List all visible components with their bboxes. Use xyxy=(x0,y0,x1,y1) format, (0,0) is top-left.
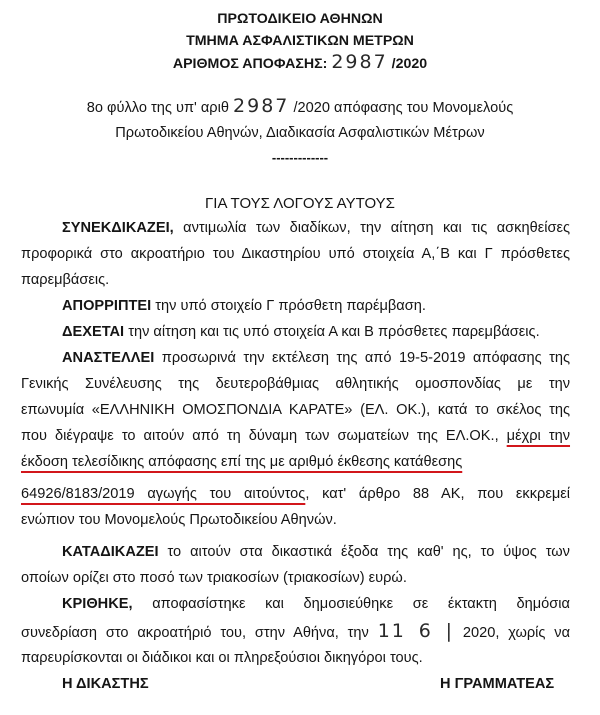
separator: ------------- xyxy=(271,150,329,165)
underlined-text: 64926/8183/2019 αγωγής του αιτούντος xyxy=(21,486,306,502)
p6-line2 xyxy=(21,621,570,643)
p4-line6 xyxy=(21,484,570,504)
decision-label: ΑΡΙΘΜΟΣ ΑΠΟΦΑΣΗΣ: xyxy=(172,56,328,72)
p6-line3: παρευρίσκονται οι διάδικοι και οι πληρεξούσιοι δικηγόροι τους. xyxy=(21,650,423,666)
underlined-text: έκδοση τελεσίδικης απόφασης επί της με αριθμό έκθεσης κατάθεσης xyxy=(21,454,463,470)
p4-line2: Γενικής Συνέλευσης της δευτεροβάθμιας αθλητικής ομοσπονδίας με την xyxy=(21,376,570,392)
p5-text: το αιτούν στα δικαστικά έξοδα της καθ' ης, το ύψος των xyxy=(167,544,570,560)
p2-text: την υπό στοιχείο Γ πρόσθετη παρέμβαση. xyxy=(155,298,426,314)
p5-line1 xyxy=(62,542,570,562)
p4-line4-text: που διέγραψε το αιτούν από τη δύναμη των σωματείων της ΕΛ.ΟΚ., xyxy=(21,428,499,444)
p1-line3: παρεμβάσεις. xyxy=(21,272,110,288)
p4-line4 xyxy=(21,426,570,446)
p4-line5 xyxy=(21,452,462,472)
p4-line6-text: , κατ' άρθρο 88 ΑΚ, που εκκρεμεί xyxy=(305,486,570,502)
keyword-katadikazei: ΚΑΤΑΔΙΚΑΖΕΙ xyxy=(62,544,159,560)
decision-number-line xyxy=(0,52,600,74)
section-title: ΓΙΑ ΤΟΥΣ ΛΟΓΟΥΣ ΑΥΤΟΥΣ xyxy=(205,195,395,212)
p5-line2: οποίων ορίζει στο ποσό των τριακοσίων (τριακοσίων) ευρώ. xyxy=(21,570,407,586)
procedure-line: Πρωτοδικείου Αθηνών, Διαδικασία Ασφαλιστικών Μέτρων xyxy=(115,125,485,141)
sheet-prefix: 8ο φύλλο της υπ' αριθ xyxy=(86,100,229,116)
p4-text: προσωρινά την εκτέλεση της από 19-5-2019 απόφασης της xyxy=(161,350,570,366)
sheet-number-handwritten: 2987 xyxy=(233,95,290,117)
p6-line1 xyxy=(62,594,570,614)
p2-line xyxy=(62,296,426,316)
sheet-reference xyxy=(0,96,600,118)
underlined-text: μέχρι την xyxy=(506,428,571,444)
judge-signature-label: Η ΔΙΚΑΣΤΗΣ xyxy=(62,676,149,692)
decision-year: /2020 xyxy=(391,56,428,72)
p1-line2: προφορικά στο ακροατήριο του Δικαστηρίου υπό στοιχεία Α,΄Β και Γ πρόσθετες xyxy=(21,246,570,262)
keyword-krithike: ΚΡΙΘΗΚΕ, xyxy=(62,596,133,612)
p4-line1 xyxy=(62,348,570,368)
p6-line2-text: συνεδρίαση στο ακροατήριό του, στην Αθήνα, την xyxy=(21,625,369,641)
sheet-suffix: /2020 απόφασης του Μονομελούς xyxy=(293,100,514,116)
p3-line xyxy=(62,322,540,342)
p1-line1 xyxy=(62,218,570,238)
p3-text: την αίτηση και τις υπό στοιχεία Α και Β πρόσθετες παρεμβάσεις. xyxy=(128,324,540,340)
p4-line3: επωνυμία «ΕΛΛΗΝΙΚΗ ΟΜΟΣΠΟΝΔΙΑ ΚΑΡΑΤΕ» (ΕΛ. ΟΚ.), κατά το σκέλος της xyxy=(21,402,570,418)
decision-number-handwritten: 2987 xyxy=(331,51,388,73)
department-name: ΤΜΗΜΑ ΑΣΦΑΛΙΣΤΙΚΩΝ ΜΕΤΡΩΝ xyxy=(186,33,414,49)
keyword-aporriptei: ΑΠΟΡΡΙΠΤΕΙ xyxy=(62,298,152,314)
secretary-signature-label: Η ΓΡΑΜΜΑΤΕΑΣ xyxy=(440,676,555,692)
p6-text: αποφασίστηκε και δημοσιεύθηκε σε έκτακτη δημόσια xyxy=(152,596,570,612)
keyword-anastellei: ΑΝΑΣΤΕΛΛΕΙ xyxy=(62,350,155,366)
court-name: ΠΡΩΤΟΔΙΚΕΙΟ ΑΘΗΝΩΝ xyxy=(217,11,383,27)
p4-line7: ενώπιον του Μονομελούς Πρωτοδικείου Αθηνών. xyxy=(21,512,337,528)
p1-text: αντιμωλία των διαδίκων, την αίτηση και τις ασκηθείσες xyxy=(183,220,570,236)
keyword-dexetai: ΔΕΧΕΤΑΙ xyxy=(62,324,125,340)
p6-line2-suffix: 2020, χωρίς να xyxy=(462,625,571,641)
keyword-synekdikazei: ΣΥΝΕΚΔΙΚΑΖΕΙ, xyxy=(62,220,174,236)
date-handwritten: 11 6 | xyxy=(377,620,455,642)
